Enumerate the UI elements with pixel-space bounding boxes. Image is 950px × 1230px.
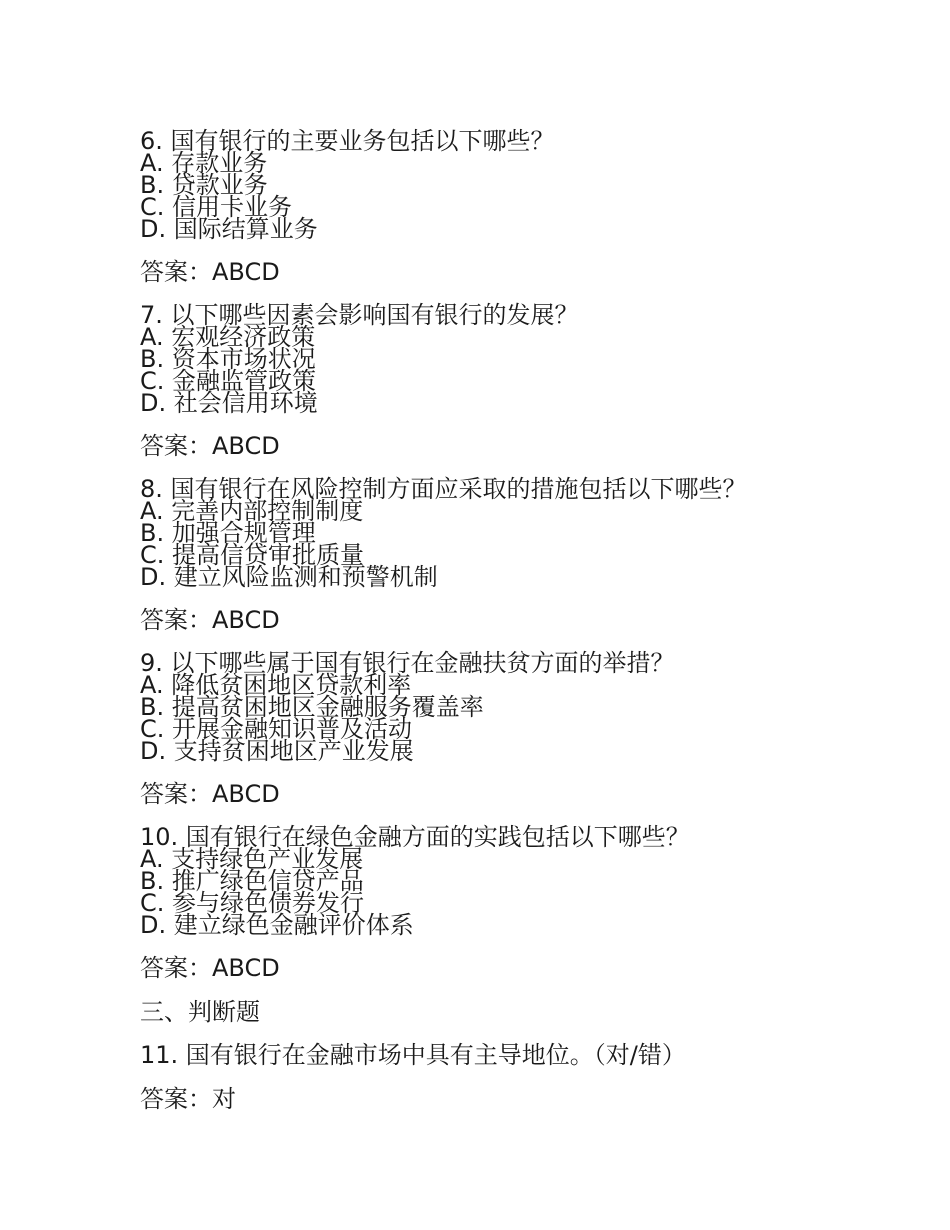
question-block: [140, 649, 840, 765]
option-a: A. 宏观经济政策: [140, 323, 316, 351]
question-text: 7. 以下哪些因素会影响国有银行的发展？: [140, 301, 579, 329]
option-b: B. 资本市场状况: [140, 345, 316, 373]
option-c: C. 开展金融知识普及活动: [140, 715, 413, 743]
option-b: B. 加强合规管理: [140, 519, 316, 547]
question-text: 10. 国有银行在绿色金融方面的实践包括以下哪些？: [140, 823, 690, 851]
question-block: [140, 475, 840, 591]
option-a: A. 完善内部控制制度: [140, 497, 364, 525]
option-c: C. 提高信贷审批质量: [140, 541, 365, 569]
tf-question-text: 11. 国有银行在金融市场中具有主导地位。（对/错）: [140, 1041, 686, 1069]
option-a: A. 降低贫困地区贷款利率: [140, 671, 412, 699]
option-a: A. 存款业务: [140, 149, 268, 177]
option-d: D. 建立绿色金融评价体系: [140, 911, 414, 939]
option-c: C. 信用卡业务: [140, 193, 293, 221]
option-a: A. 支持绿色产业发展: [140, 845, 364, 873]
answer-text: 答案：ABCD: [140, 432, 280, 460]
question-block: [140, 301, 840, 417]
option-b: B. 提高贫困地区金融服务覆盖率: [140, 693, 484, 721]
question-text: 9. 以下哪些属于国有银行在金融扶贫方面的举措？: [140, 649, 675, 677]
option-d: D. 支持贫困地区产业发展: [140, 737, 414, 765]
question-text: 6. 国有银行的主要业务包括以下哪些？: [140, 127, 555, 155]
answer-text: 答案：ABCD: [140, 780, 280, 808]
option-d: D. 国际结算业务: [140, 215, 318, 243]
answer-text: 答案：ABCD: [140, 606, 280, 634]
option-c: C. 金融监管政策: [140, 367, 317, 395]
question-block: [140, 127, 840, 243]
option-d: D. 社会信用环境: [140, 389, 318, 417]
option-b: B. 贷款业务: [140, 171, 268, 199]
section-heading: 三、判断题: [140, 998, 260, 1026]
option-b: B. 推广绿色信贷产品: [140, 867, 364, 895]
tf-answer-text: 答案：对: [140, 1085, 236, 1113]
answer-text: 答案：ABCD: [140, 954, 280, 982]
question-text: 8. 国有银行在风险控制方面应采取的措施包括以下哪些？: [140, 475, 747, 503]
option-c: C. 参与绿色债券发行: [140, 889, 365, 917]
option-d: D. 建立风险监测和预警机制: [140, 563, 438, 591]
question-block: [140, 823, 840, 939]
answer-text: 答案：ABCD: [140, 258, 280, 286]
